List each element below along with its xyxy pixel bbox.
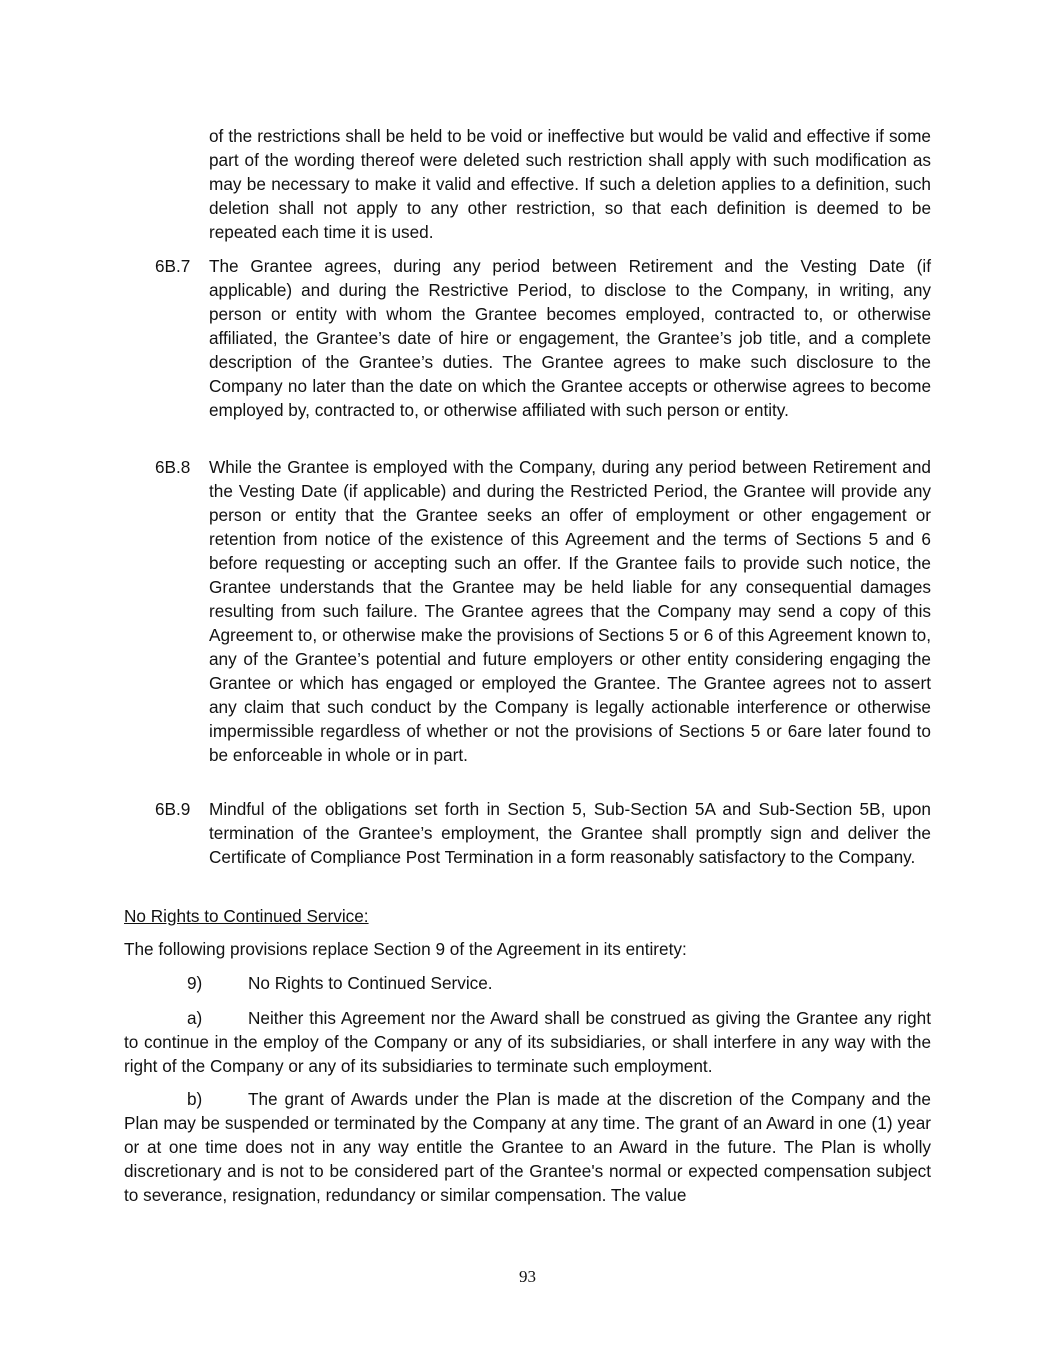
subclause-a — [124, 1006, 931, 1078]
section-number: 9) — [187, 973, 203, 993]
intro-paragraph: The following provisions replace Section 9 of the Agreement in its entirety: — [124, 939, 687, 959]
clause-6b7 — [155, 254, 931, 422]
clause-number: 6B.9 — [155, 799, 191, 819]
section-heading: No Rights to Continued Service: — [124, 906, 369, 926]
clause-number: 6B.8 — [155, 457, 191, 477]
clause-text: Mindful of the obligations set forth in Section 5, Sub-Section 5A and Sub-Section 5B, upon termination of the Grantee’s employment, the Grantee shall promptly sign and deliver the Certificate of Compliance Post Termination in a form reasonably satisfactory to the Company. — [209, 799, 931, 867]
clause-number: 6B.7 — [155, 256, 191, 276]
section-9-title — [187, 971, 493, 995]
subclause-label: b) — [187, 1089, 203, 1109]
clause-6b9 — [155, 797, 931, 869]
clause-text: While the Grantee is employed with the Company, during any period between Retirement and the Vesting Date (if applicable) and during the Restricted Period, the Grantee will provide any person or entity that the Grantee seeks an offer of employment or other engagement or retention from notice of the existence of this Agreement and the terms of Sections 5 and 6 before requesting or accepting such an offer. If the Grantee fails to provide such notice, the Grantee understands that the Grantee may be held liable for any consequential damages resulting from such failure. The Grantee agrees that the Company may send a copy of this Agreement to, or otherwise make the provisions of Sections 5 or 6 of this Agreement known to, any of the Grantee’s potential and future employers or other entity considering engaging the Grantee or which has engaged or employed the Grantee. The Grantee agrees not to assert any claim that such conduct by the Company is legally actionable interference or otherwise impermissible regardless of whether or not the provisions of Sections 5 or 6are later found to be enforceable in whole or in part. — [209, 457, 931, 765]
subclause-text: Neither this Agreement nor the Award shall be construed as giving the Grantee any right to continue in the employ of the Company or any of its subsidiaries, or shall interfere in any way with the right of the Company or any of its subsidiaries to terminate such employment. — [124, 1008, 931, 1076]
section-title: No Rights to Continued Service. — [248, 973, 493, 993]
page-number: 93 — [519, 1267, 536, 1286]
subclause-b — [124, 1087, 931, 1207]
clause-text: The Grantee agrees, during any period between Retirement and the Vesting Date (if applicable) and during the Restrictive Period, to disclose to the Company, in writing, any person or entity with whom the Grantee becomes employed, contracted to, or otherwise affiliated, the Grantee’s date of hire or engagement, the Grantee’s job title, and a complete description of the Grantee’s duties. The Grantee agrees to make such disclosure to the Company no later than the date on which the Grantee accepts or otherwise agrees to become employed by, contracted to, or otherwise affiliated with such person or entity. — [209, 256, 931, 420]
subclause-label: a) — [187, 1008, 203, 1028]
clause-6b8 — [155, 455, 931, 767]
continuation-paragraph: of the restrictions shall be held to be void or ineffective but would be valid and effective if some part of the wording thereof were deleted such restriction shall apply with such modification as may be necessary to make it valid and effective. If such a deletion applies to a definition, such deletion shall not apply to any other restriction, so that each definition is deemed to be repeated each time it is used. — [209, 126, 931, 242]
subclause-text: The grant of Awards under the Plan is made at the discretion of the Company and the Plan may be suspended or terminated by the Company at any time. The grant of an Award in one (1) year or at one time does not in any way entitle the Grantee to an Award in the future. The Plan is wholly discretionary and is not to be considered part of the Grantee's normal or expected compensation subject to severance, resignation, redundancy or similar compensation. The value — [124, 1089, 931, 1205]
